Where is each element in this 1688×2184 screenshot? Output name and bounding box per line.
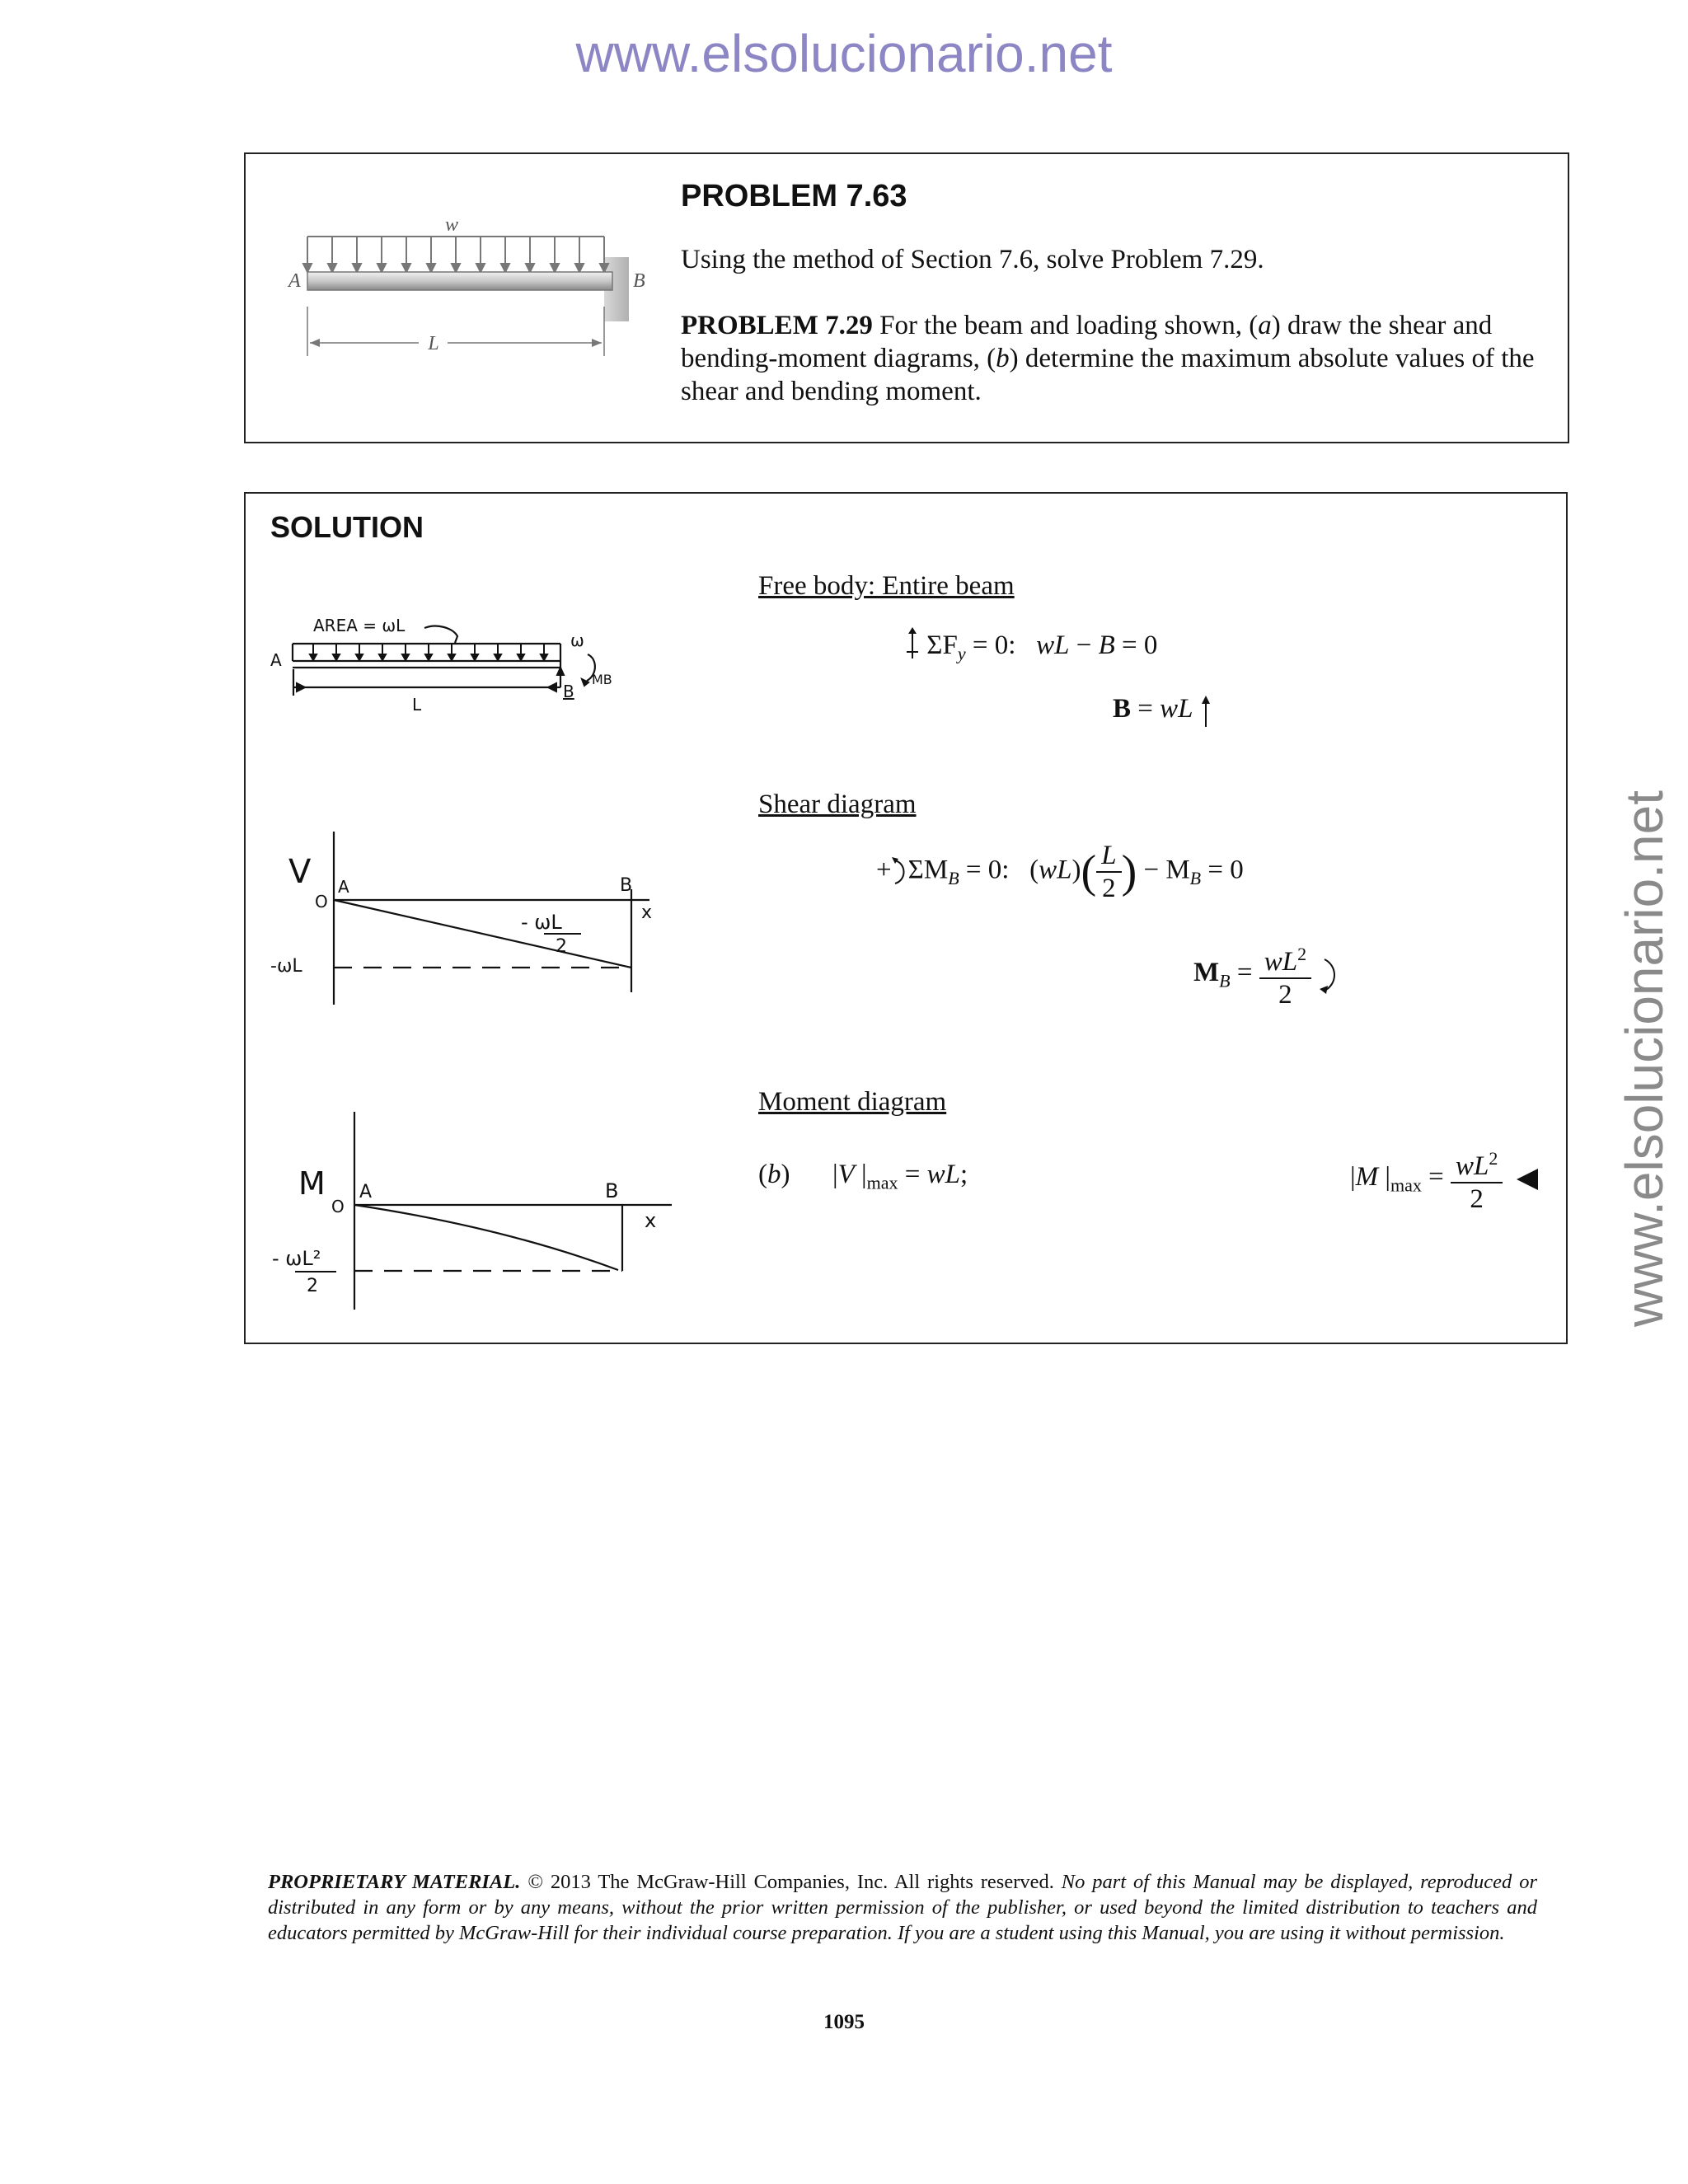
answer-marker-icon	[1515, 1167, 1540, 1192]
moment-x-label: x	[645, 1209, 657, 1232]
shear-x-label: x	[641, 902, 653, 923]
fbd-a-label: A	[270, 650, 282, 670]
problem-instruction: Using the method of Section 7.6, solve Problem 7.29.	[681, 245, 1264, 274]
watermark-top[interactable]: www.elsolucionario.net	[575, 24, 1113, 83]
shear-slope-num: - ωL	[521, 911, 562, 934]
point-label-b: B	[633, 270, 645, 292]
fbd-area-label: AREA = ωL	[313, 616, 406, 635]
moment-b-label: B	[605, 1179, 619, 1202]
problem-title: PROBLEM 7.63	[681, 179, 907, 213]
fbd-w-label: ω	[570, 630, 584, 650]
point-label-a: A	[288, 270, 301, 292]
moment-origin-label: O	[331, 1197, 345, 1216]
problem-beam-figure	[270, 214, 645, 373]
answer-v-max: |V $|_{max}$ = wL;	[832, 1160, 968, 1193]
span-label-l: L	[428, 333, 439, 354]
shear-v-label: V	[288, 853, 312, 891]
load-label-w: w	[444, 214, 459, 236]
solution-title: SOLUTION	[270, 510, 424, 544]
fbd-mb-label: MB	[592, 672, 612, 687]
moment-m-label: M	[298, 1165, 326, 1202]
moment-a-label: A	[359, 1182, 373, 1202]
shear-line	[334, 900, 631, 968]
fbd-l-label: L	[412, 695, 422, 715]
answer-m-max: |M $|_{max}$ = $\frac{wL^2}{2}$	[1350, 1143, 1540, 1215]
page-number: 1095	[823, 2011, 865, 2033]
moment-diagram-sketch	[264, 1104, 692, 1318]
eq-sum-fy: $\Sigma F_y = 0$: wL − B = 0	[905, 626, 1157, 669]
fbd-b-label: B	[563, 682, 574, 701]
beam	[307, 272, 612, 290]
eq-b-result: B = wL	[1113, 694, 1212, 727]
shear-level-label: -ωL	[270, 956, 302, 977]
shear-slope-den: 2	[556, 936, 567, 957]
shear-heading: Shear diagram	[758, 790, 917, 819]
free-body-heading: Free body: Entire beam	[758, 571, 1015, 601]
footer-notice: PROPRIETARY MATERIAL. © 2013 The McGraw-Hill Companies, Inc. All rights reserved. No part of this Manual may be displayed, reproduced or distributed in any form or by any means, without the prior written permission of the publisher, or used beyond the limited distribution to teachers and educators permitted by McGraw-Hill for their individual course preparation. If you are a student using this Manual, you are using it without permission.	[268, 1871, 1537, 1944]
moment-level-num: - ωL²	[272, 1247, 321, 1270]
moment-curve	[354, 1205, 618, 1270]
watermark-side[interactable]: www.elsolucionario.net	[1615, 790, 1674, 1327]
solution-box	[244, 492, 1568, 1344]
answer-part-b: (b)	[758, 1160, 790, 1189]
eq-mb-result: $M_B$ = $\frac{wL^2}{2}$	[1193, 939, 1341, 1010]
eq-sum-mb: + $\Sigma M_B = 0$: (wL)( $\frac{L}{2}$ ) − $M_B = 0$	[876, 841, 1244, 903]
shear-a-label: A	[338, 877, 349, 897]
problem-box	[244, 152, 1569, 443]
moment-heading: Moment diagram	[758, 1087, 947, 1117]
shear-diagram-sketch	[264, 823, 692, 1013]
problem-reference: PROBLEM 7.29 For the beam and loading shown, (a) draw the shear and bending-moment diagrams, (b) determine the maximum absolute values of the shear and bending moment.	[681, 311, 1535, 406]
free-body-sketch	[264, 613, 643, 729]
problem-reference-label: PROBLEM 7.29	[681, 311, 873, 340]
shear-origin-label: O	[315, 892, 328, 912]
moment-level-den: 2	[307, 1276, 318, 1296]
distributed-load-arrows	[303, 237, 608, 272]
shear-b-label: B	[620, 875, 633, 896]
